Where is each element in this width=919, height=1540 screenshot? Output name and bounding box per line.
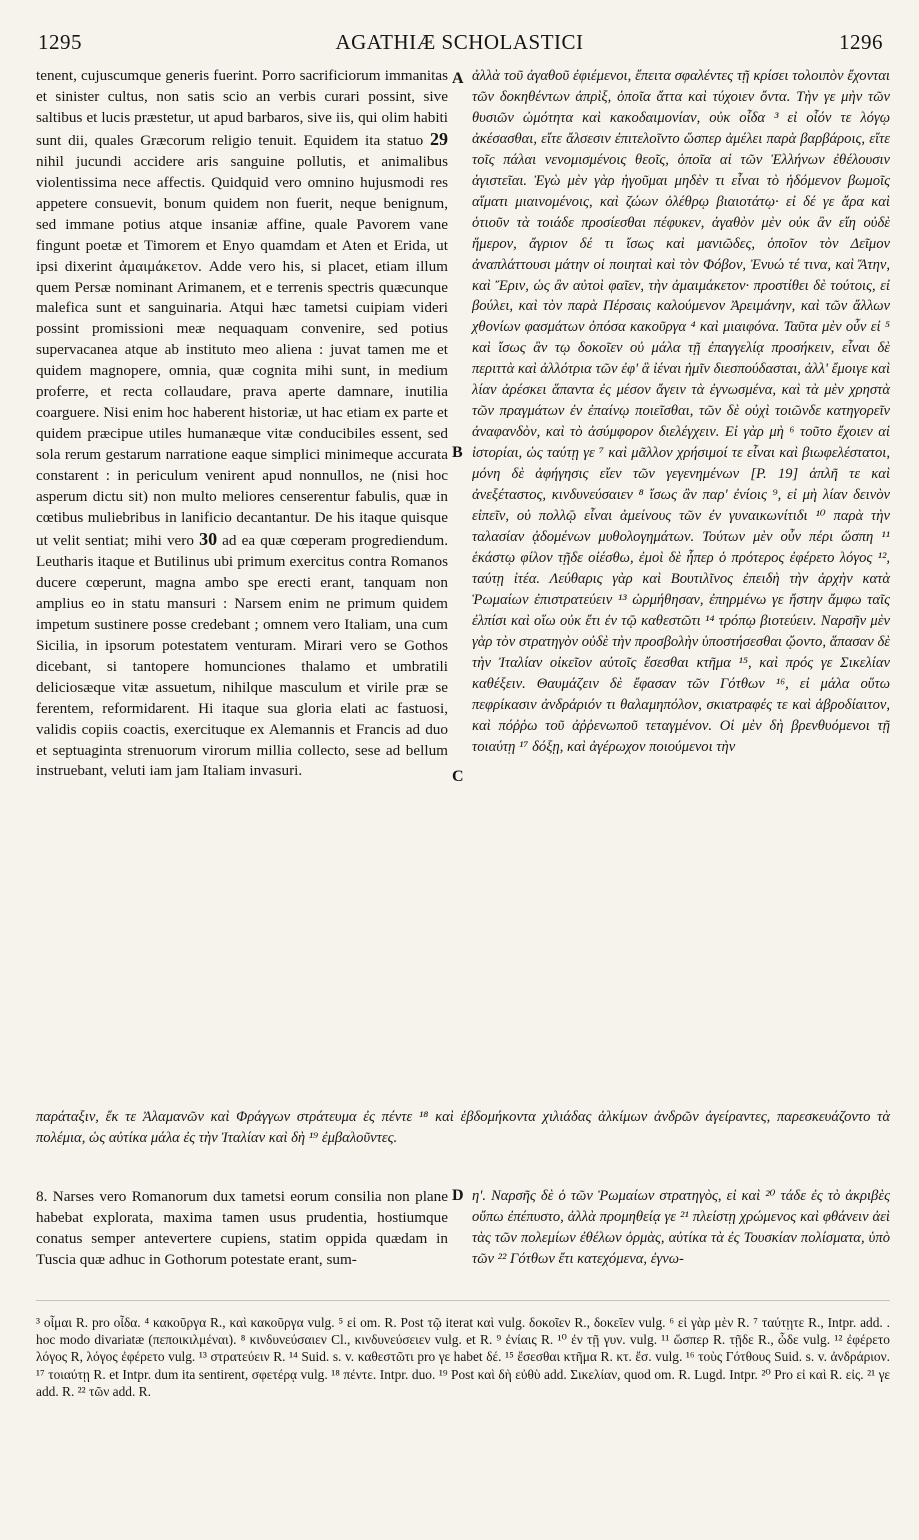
latin-column (36, 66, 448, 782)
latin-paragraph (36, 66, 448, 782)
greek-column (472, 66, 890, 757)
section-marker-b: B (452, 444, 463, 461)
page-number-right: 1296 (839, 30, 883, 54)
greek-section-8-text: η'. Ναρσῆς δὲ ὁ τῶν Ῥωμαίων στρατηγὸς, εἰ καὶ ²⁰ τάδε ἐς τὸ ἀκριβὲς οὔπω ἐπέπυστο, ἀλλὰ προμηθείᾳ γε ²¹ πλείστῃ χρώμενος καὶ φθάνειν ἀεὶ τὰς τῶν πολεμίων ἐθέλων ὁρμὰς, αὐτίκα τὰ ἐς Τουσκίαν πολίσματα, ὑπὸ τῶν ²² Γότθων ἔτι κατεχόμενα, ἐγνω- (472, 1188, 890, 1267)
section-marker-d: D (452, 1187, 464, 1204)
section-marker-a: A (452, 70, 464, 87)
greek-paragraph: ἀλλὰ τοῦ ἀγαθοῦ ἐφιέμενοι, ἔπειτα σφαλέντες τῇ κρίσει τολοιπὸν ἔχονται τῶν δοκηθέντων ἀπρὶξ, ὁποῖα ἄττα καὶ τύχοιεν ὄντα. Τὴν γε μὴν τῶν θυσιῶν ὠμότητα καὶ κακοδαιμονίαν, οὐκ οἶδα ³ εἰ οἷόν τε λόγῳ ἀκέσασθαι, εἴτε ἄλσεσιν ἐπιτελοῖντο ὥσπερ ἀμέλει παρὰ βαρβάροις, εἴτε τοῖς πάλαι νενομισμένοις θεοῖς, ὁποῖα αἱ τῶν Ἑλλήνων ἐθέλουσιν ἁγιστεῖαι. Ἐγὼ μὲν γὰρ ἡγοῦμαι μηδὲν τι εἶναι τὸ ἡδόμενον βωμοῖς αἵματι μιαινομένοις, καὶ ζώων ὀλέθρῳ βιαιοτάτῳ· εἰ δέ γε ἄρα καὶ ὁτιοῦν τὰ τοιάδε προσίεσθαι πέφυκεν, ἀγαθὸν μὲν οὐκ ἂν εἴη οὐδὲ ἥμερον, ἄγριον δέ τι ἴσως καὶ μανιῶδες, ὁποῖον τὸν Δεῖμον ἀναπλάττουσι μάτην οἱ ποιηταὶ καὶ τὸν Φόβον, Ἐνυώ τέ τινα, καὶ Ἄτην, καὶ Ἔριν, ὡς ἂν αὐτοὶ φαῖεν, τὴν ἀμαιμάκετον· προστίθει δὲ τούτοις, εἰ βούλει, καὶ τὸν παρὰ Πέρσαις καλούμενον Ἀρειμάνην, καὶ τῶν ἄλλων χθονίων φασμάτων ὁπόσα κακοῦργα ⁴ καὶ μιαιφόνα. Ταῦτα μὲν οὖν εἰ ⁵ καὶ ἴσως ἂν τῳ δοκοῖεν οὐ μάλα τῇ ἐπαγγελίᾳ προσήκειν, εἶναι δὲ περιττὰ καὶ ἀλλότρια τῶν ἐφ' ἃ ἰέναι ἡμῖν διεσπούδασται, ἀλλ' ἔμοιγε καὶ λίαν ἀρέσκει ἅπαντα ἐς μέσον ἄγειν τὰ ἐγνωσμένα, καὶ τὰ μὲν χρηστὰ τῶν πραγμάτων ἐν ἐπαίνῳ ποιεῖσθαι, τῶν δὲ οὐχὶ τοιῶνδε κατηγορεῖν ἀναφανδὸν, καὶ τὸ ἀσύμφορον διελέγχειν. Εἰ γὰρ μὴ ⁶ τοῦτο ἔχοιεν αἱ ἱστορίαι, ὡς ταύτῃ γε ⁷ καὶ μᾶλλον χρήσιμοί τε εἶναι καὶ βιωφελέστατοι, μόνη δὲ ἀφήγησις εἴεν τῶν γεγενημένων [P. 19] ἁπλῆ τε καὶ ἀνεξέταστος, κινδυνεύσαιεν ⁸ ἴσως ἂν παρ' ἐνίοις ⁹, εἰ μὴ λίαν δεινὸν εἰπεῖν, οὐ πολλῷ εἶναι ἀμείνους τῶν ἐν γυναικωνίτιδι ¹⁰ παρὰ τὴν ταλασίαν ᾀδομένων μυθολογημάτων. Τούτων μὲν οὖν πέρι ὥσπη ¹¹ ἑκάστῳ φίλον τῇδε οἰέσθω, ἐμοὶ δὲ ἧπερ ὁ πρότερος ἐφέρετο λόγος ¹², ταύτῃ ἰτέα. Λεύθαρις γὰρ καὶ Βουτιλῖνος ἐπειδὴ τὴν ἀρχὴν κατὰ Ῥωμαίων ἐπιστρατεύειν ¹³ ὡρμήθησαν, ἐπηρμένω γε ἤστην ἄμφω ταῖς ἐλπίσι καὶ οἵω οὐκ ἔτι ἐν τῷ καθεστῶτι ¹⁴ τρόπῳ βιοτεύειν. Ναρσῆν μὲν γὰρ τὸν στρατηγὸν οὐδὲ τὴν προσβολὴν ὑποστήσεσθαι ᾤοντο, ἅπασαν δὲ τὴν Ἰταλίαν οἰκεῖον αὐτοῖς ἔσεσθαι κτῆμα ¹⁵, καὶ πρός γε Σικελίαν καθέξειν. Θαυμάζειν δὲ ἔφασαν τῶν Γότθων ¹⁶, εἰ μάλα οὕτω πεφρίκασιν ἀνδράριόν τι θαλαμηπόλον, σκιατραφές τε καὶ ἁβροδίαιτον, καὶ πόῤῥω τοῦ ἀῤῥενωποῦ τεταγμένον. Οἱ μὲν δὴ βρενθυόμενοι τῇ τοιαύτῃ ¹⁷ δόξῃ, καὶ ἀγέρωχον ποιούμενοι τὴν (472, 68, 890, 755)
greek-continuation-text: παράταξιν, ἔκ τε Ἀλαμανῶν καὶ Φράγγων στράτευμα ἐς πέντε ¹⁸ καὶ ἑβδομήκοντα χιλιάδας ἀλκίμων ἀνδρῶν ἀγείραντες, παρεσκευάζοντο τὰ πολέμια, ὡς αὐτίκα μάλα ἐς τὴν Ἰταλίαν καὶ δὴ ¹⁹ ἐμβαλοῦντες. (36, 1109, 890, 1146)
running-title: AGATHIÆ SCHOLASTICI (335, 30, 584, 54)
page-number-left: 1295 (38, 30, 82, 54)
latin-text-part-1: tenent, cujuscumque generis fuerint. Porro sacrificiorum immanitas et sinister cultus, non satis scio an verbis curari possint, sive saltibus et lucis præstetur, ut apud barbaros, sive iis, qui olim habiti sunt dii, quales Græcorum religio tenuit. Equidem ita statuo (36, 67, 448, 149)
footnotes (36, 1314, 890, 1400)
latin-section-8-text: 8. Narses vero Romanorum dux tametsi eorum consilia non plane habebat explorata, maxima tamen usus prudentia, hostiumque conatus semper antevertere cupiens, statim oppida quædam in Tuscia quæ adhuc in Gothorum potestate erant, sum- (36, 1188, 448, 1268)
footnote-divider (36, 1300, 890, 1301)
column-number-29: 29 (430, 128, 448, 149)
footnotes-text: ³ οἶμαι R. pro οἶδα. ⁴ κακοῦργα R., καὶ κακοῦργα vulg. ⁵ εἰ om. R. Post τῷ iterat καὶ vulg. δοκοῖεν R., δοκεῖεν vulg. ⁶ εἰ γὰρ μὲν R. ⁷ ταύτῃτε R., Intpr. add. . hoc modo divariatæ (πεποικιλμέναι). ⁸ κινδυνεύσαιεν Cl., κινδυνεύσειεν vulg. et R. ⁹ ἐνίαις R. ¹⁰ ἐν τῇ γυν. vulg. ¹¹ ὥσπερ R. τῇδε R., ὧδε vulg. ¹² ἐφέρετο λόγος R, λόγος ἐφέρετο vulg. ¹³ στρατεύειν R. ¹⁴ Suid. s. v. καθεστῶτι pro γε habet δέ. ¹⁵ ἔσεσθαι κτῆμα R. κτ. ἔσ. vulg. ¹⁶ τοὺς Γότθους Suid. s. v. ἀνδράριον. ¹⁷ τοιαύτῃ R. et Intpr. dum ita sentirent, σφετέρᾳ vulg. ¹⁸ πέντε. Intpr. duo. ¹⁹ Post καὶ δὴ εὐθὺ add. Σικελίαν, quod om. R. Lugd. Intpr. ²⁰ Pro εἰ καὶ R. εἰς. ²¹ γε add. R. ²² τῶν add. R. (36, 1315, 890, 1399)
latin-text-part-3: ad ea quæ cœperam progrediendum. Leutharis itaque et Butilinus ubi primum exercitus contra Romanos ducere cœperunt, magna ambo spe erecti erant, tanquam non amplius eo in statu mansuri : Narsem enim ne primum quidem impetum sustinere posse credebant ; omnem vero Italiam, una cum Sicilia, in ipsorum potestatem venturam. Mirari vero se Gothos dicebant, si tantopere homunciones thalamo et umbratili deliciosæque vitæ assuetum, nihilque masculum et virile præ se ferentem, reformidarent. Hi itaque sua gloria elati ac fastuosi, validis copiis coactis, exercituque ex Alemannis et Francis ad duo et septuaginta strenuorum virorum millia collecto, sese ad bellum instruebant, veluti iam jam Italiam invasuri. (36, 531, 448, 780)
greek-section-8 (472, 1186, 890, 1270)
latin-text-part-2: nihil jucundi accidere aris sanguine pollutis, et animalibus violentissima nece affectis. Quidquid vero omnino hujusmodi res appetere consuevit, bonum quidem non fuerit, neque benignum, sed immane potius atque insaniæ affine, quale Pavorem vane fingunt poetæ et Timorem et Enyo quamdam et Aten et Erida, ut ipsi dixerint ἀμαιμάκετον. Adde vero his, si placet, etiam illum quem Persæ nominant Arimanem, et e terrenis spectris quæcunque malefica sunt et sanguinaria. Atqui hæc tametsi cuipiam videri possint promissioni meæ nequaquam convenire, sed potius supervacanea atque ab instituto meo aliena : juvat tamen me et quidem magnopere, omnia, quæ cognita mihi sunt, in medium proferre, et recta collaudare, prava aperte damnare, inutilia coarguere. Nisi enim hoc haberent historiæ, ut hac etiam ex parte et quidem præcipue utiles humanæque vitæ conducibiles essent, sed sola rerum gestarum narratione eaque simplici minimeque accurata constarent : in periculum venirent apud nonnullos, ne (nisi hoc asperum dictu sit) non multo meliores censerentur fabulis, quæ in cœtibus muliebribus in lanificio decantantur. De his itaque quisque ut velit sentiat; mihi vero (36, 152, 448, 549)
section-marker-c: C (452, 768, 464, 785)
column-number-30: 30 (199, 528, 218, 549)
page-header (30, 30, 889, 60)
latin-section-8 (36, 1186, 448, 1270)
greek-fullwidth-continuation (36, 1107, 890, 1149)
